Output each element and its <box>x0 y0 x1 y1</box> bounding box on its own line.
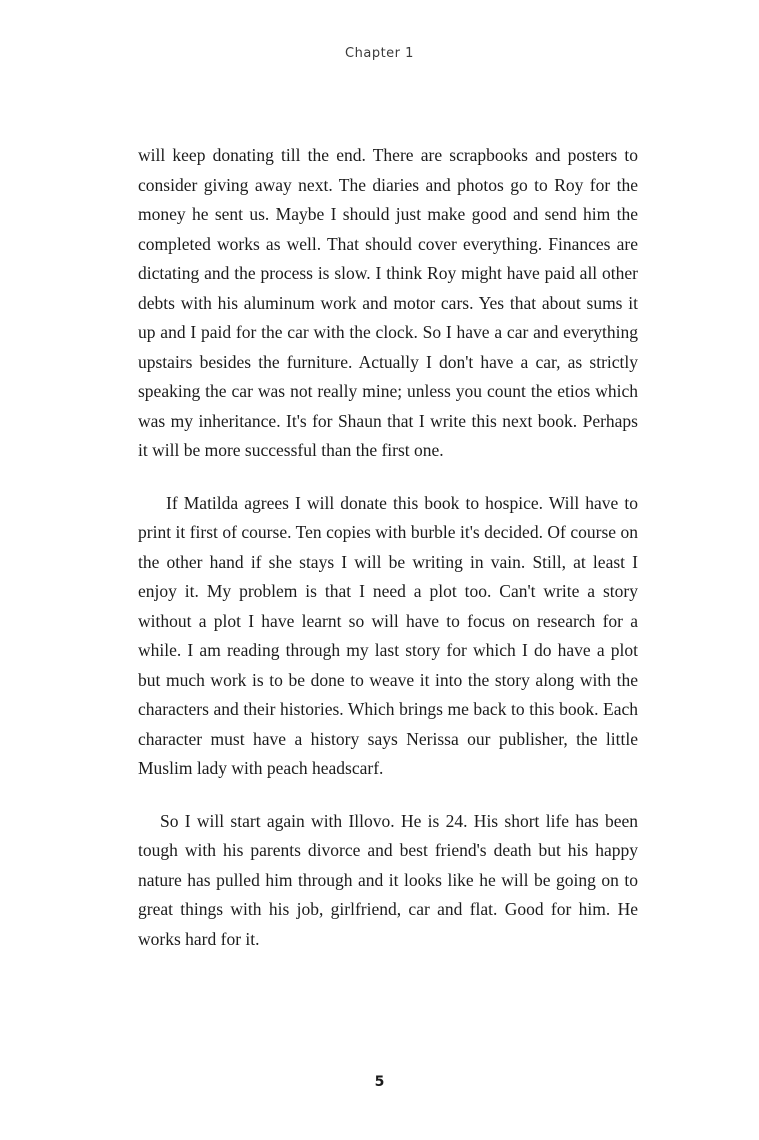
paragraph: will keep donating till the end. There are scrapbooks and posters to consider giving away next. The diaries and photos go to Roy for the money he sent us. Maybe I should just make good and send him the completed works as well. That should cover everything. Finances are dictating and the process is slow. I think Roy might have paid all other debts with his aluminum work and motor cars. Yes that about sums it up and I paid for the car with the clock. So I have a car and everything upstairs besides the furniture. Actually I don't have a car, as strictly speaking the car was not really mine; unless you count the etios which was my inheritance. It's for Shaun that I write this next book. Perhaps it will be more successful than the first one. <box>138 145 638 460</box>
body-text <box>138 141 638 977</box>
chapter-header: Chapter 1 <box>345 46 414 61</box>
paragraph: If Matilda agrees I will donate this book to hospice. Will have to print it first of course. Ten copies with burble it's decided. Of course on the other hand if she stays I will be writing in vain. Still, at least I enjoy it. My problem is that I need a plot too. Can't write a story without a plot I have learnt so will have to focus on research for a while. I am reading through my last story for which I do have a plot but much work is to be done to weave it into the story along with the characters and their histories. Which brings me back to this book. Each character must have a history says Nerissa our publisher, the little Muslim lady with peach headscarf. <box>138 492 638 778</box>
paragraph: So I will start again with Illovo. He is 24. His short life has been tough with his parents divorce and best friend's death but his happy nature has pulled him through and it looks like he will be going on to great things with his job, girlfriend, car and flat. Good for him. He works hard for it. <box>138 810 638 949</box>
page-number: 5 <box>374 1074 385 1090</box>
